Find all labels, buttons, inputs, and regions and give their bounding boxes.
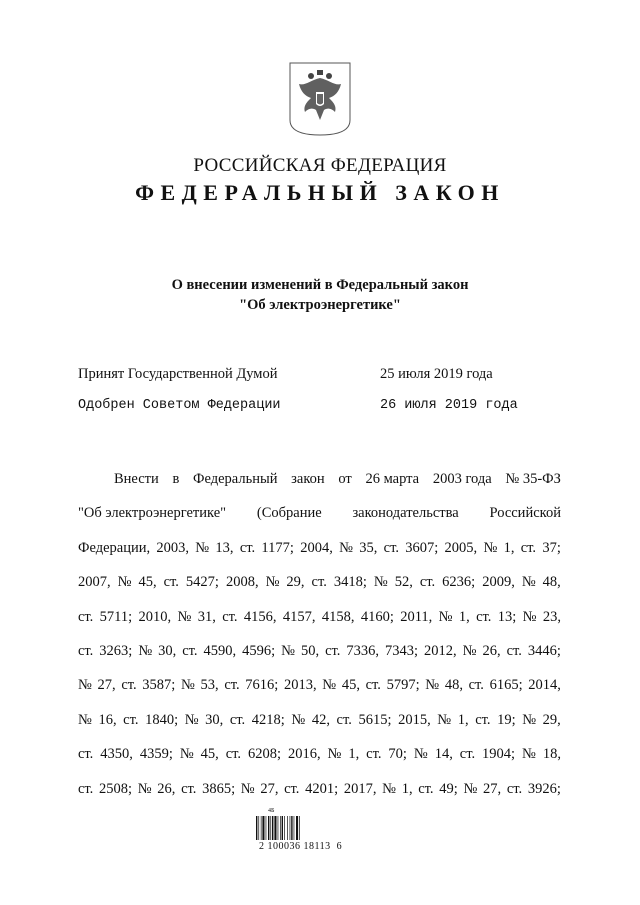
- body-word: Внести: [114, 471, 159, 487]
- body-word: №: [265, 574, 280, 591]
- body-word: 13;: [497, 608, 517, 625]
- barcode-number: 2 100036 18113 6: [259, 841, 343, 852]
- body-word: ст.: [325, 642, 341, 659]
- body-word: 23,: [542, 608, 561, 625]
- body-word: 45,: [341, 677, 360, 694]
- stamp-mark: 4Б: [268, 808, 275, 814]
- body-word: 2009,: [482, 574, 515, 591]
- body-word: №: [184, 711, 199, 728]
- body-word: ст.: [383, 539, 399, 556]
- body-word: 29,: [286, 574, 305, 591]
- body-word: №: [413, 746, 428, 763]
- body-word: 2012,: [424, 642, 457, 659]
- document-type-title: ФЕДЕРАЛЬНЫЙ ЗАКОН: [135, 180, 505, 205]
- body-line: [78, 565, 561, 599]
- barcode-bar: [296, 816, 298, 840]
- body-word: №: [522, 711, 537, 728]
- body-word: 1,: [458, 608, 470, 625]
- body-word: 48,: [444, 677, 463, 694]
- country-title: РОССИЙСКАЯ ФЕДЕРАЦИЯ: [193, 155, 447, 176]
- body-line: [78, 668, 561, 702]
- body-word: ст.: [365, 677, 381, 694]
- body-word: №: [195, 539, 210, 556]
- body-word: 16,: [98, 711, 117, 728]
- body-word: ст.: [229, 711, 246, 728]
- barcode-bar: [299, 816, 300, 840]
- body-word: ст.: [123, 711, 139, 728]
- body-word: "Об электроэнергетике": [78, 505, 227, 522]
- body-word: №: [78, 711, 92, 728]
- body-word: 6208;: [247, 746, 281, 763]
- body-word: ст.: [311, 574, 327, 591]
- body-word: №: [382, 780, 396, 797]
- council-date: 26 июля 2019 года: [380, 398, 518, 413]
- body-word: ст.: [224, 677, 240, 694]
- body-word: ст.: [121, 677, 137, 694]
- body-word: №: [179, 746, 194, 763]
- body-word: 5797;: [386, 677, 420, 694]
- body-line: [78, 600, 561, 634]
- body-word: ст.: [163, 574, 179, 591]
- body-word: 1840;: [145, 711, 179, 728]
- body-word: 2010,: [138, 608, 172, 625]
- body-word: ст.: [475, 711, 491, 728]
- body-word: 1904;: [482, 746, 516, 763]
- body-word: ст.: [418, 780, 434, 797]
- body-word: №: [483, 539, 498, 556]
- body-word: 26 марта: [365, 471, 420, 487]
- council-label: Одобрен Советом Федерации: [78, 398, 281, 413]
- body-word: Федерации,: [78, 539, 151, 556]
- body-word: 50,: [301, 642, 320, 659]
- body-word: 35,: [359, 539, 378, 556]
- barcode-icon: [255, 816, 317, 844]
- body-word: Российской: [489, 505, 561, 522]
- body-word: 13,: [215, 539, 234, 556]
- body-word: ст.: [181, 780, 197, 797]
- body-word: 4158,: [321, 608, 355, 625]
- body-word: 14,: [434, 746, 453, 763]
- body-word: 2008,: [225, 574, 259, 591]
- barcode-bar: [270, 816, 271, 840]
- body-word: 2016,: [287, 746, 321, 763]
- body-word: ст.: [182, 642, 198, 659]
- body-word: №: [463, 780, 478, 797]
- barcode-bar: [280, 816, 281, 840]
- barcode-bar: [282, 816, 283, 840]
- body-word: 4359;: [139, 746, 173, 763]
- body-word: №: [177, 608, 192, 625]
- subject-line-2: "Об электроэнергетике": [239, 297, 401, 313]
- body-line: [78, 772, 561, 806]
- body-word: 27,: [97, 677, 116, 694]
- body-word: 45,: [138, 574, 157, 591]
- barcode-bar: [266, 816, 267, 840]
- law-body-paragraph: [78, 462, 561, 806]
- body-word: №: [117, 574, 132, 591]
- body-word: 7616;: [245, 677, 279, 694]
- body-line: [78, 737, 561, 771]
- body-word: от: [338, 471, 352, 487]
- duma-date: 25 июля 2019 года: [380, 366, 493, 382]
- duma-label: Принят Государственной Думой: [78, 366, 278, 382]
- body-word: в: [172, 471, 180, 487]
- body-word: законодательства: [352, 505, 459, 522]
- body-word: 29,: [542, 711, 561, 728]
- body-word: 2015,: [398, 711, 431, 728]
- body-word: Федеральный: [193, 471, 278, 487]
- body-word: №: [522, 608, 537, 625]
- body-word: 4596;: [242, 642, 276, 659]
- body-word: ст.: [468, 677, 484, 694]
- body-word: 4218;: [251, 711, 285, 728]
- body-line: [78, 531, 561, 565]
- body-word: №: [181, 677, 195, 694]
- body-word: 4350,: [100, 746, 133, 763]
- body-word: 37;: [542, 539, 561, 556]
- body-word: 1,: [503, 539, 515, 556]
- body-word: 6165;: [489, 677, 523, 694]
- body-word: 5427;: [185, 574, 219, 591]
- body-word: 4157,: [282, 608, 316, 625]
- body-word: №: [438, 608, 453, 625]
- body-word: ст.: [239, 539, 256, 556]
- body-word: №: [437, 711, 452, 728]
- body-word: №: [137, 780, 152, 797]
- body-word: 4156,: [243, 608, 277, 625]
- body-word: 2508;: [99, 780, 133, 797]
- body-word: №: [78, 677, 92, 694]
- body-word: №: [373, 574, 388, 591]
- body-word: №: [462, 642, 477, 659]
- body-word: ст.: [506, 642, 522, 659]
- body-word: закон: [291, 471, 325, 487]
- body-word: 3446;: [527, 642, 561, 659]
- body-word: ст.: [506, 780, 523, 797]
- body-word: 1,: [348, 746, 360, 763]
- body-word: 31,: [197, 608, 216, 625]
- body-word: 18,: [542, 746, 561, 763]
- body-word: №: [425, 677, 440, 694]
- body-word: 1,: [401, 780, 413, 797]
- body-word: 2014,: [528, 677, 561, 694]
- body-word: ст.: [476, 608, 492, 625]
- body-word: 2003,: [156, 539, 190, 556]
- body-word: №: [281, 642, 296, 659]
- barcode-bar: [294, 816, 295, 840]
- body-word: 27,: [483, 780, 502, 797]
- body-word: 3587;: [142, 677, 176, 694]
- body-word: 5615;: [358, 711, 392, 728]
- body-word: №: [240, 780, 255, 797]
- body-line: [78, 703, 561, 737]
- barcode-bar: [284, 816, 285, 840]
- body-word: №: [521, 574, 536, 591]
- barcode-bar: [291, 816, 292, 840]
- barcode-bar: [290, 816, 291, 840]
- body-word: 3607;: [405, 539, 439, 556]
- body-word: 2011,: [400, 608, 433, 625]
- body-word: ст.: [78, 780, 94, 797]
- body-word: 52,: [394, 574, 413, 591]
- body-word: №: [322, 677, 337, 694]
- barcode-bar: [274, 816, 276, 840]
- body-word: 7343;: [385, 642, 419, 659]
- barcode-bar: [262, 816, 264, 840]
- barcode-bar: [268, 816, 269, 840]
- barcode-bar: [258, 816, 259, 840]
- body-word: 1177;: [261, 539, 294, 556]
- law-subject: [0, 275, 640, 315]
- body-word: 4160;: [360, 608, 394, 625]
- body-word: 7336,: [346, 642, 380, 659]
- body-word: №: [339, 539, 353, 556]
- body-line: [78, 462, 561, 496]
- barcode-bar: [261, 816, 262, 840]
- body-word: 26,: [482, 642, 501, 659]
- body-line: [78, 496, 561, 530]
- body-word: ст.: [225, 746, 242, 763]
- body-word: 2005,: [444, 539, 478, 556]
- body-word: №: [138, 642, 153, 659]
- body-word: 30,: [158, 642, 177, 659]
- body-word: 5711;: [99, 608, 133, 625]
- body-word: 2017,: [343, 780, 377, 797]
- body-word: ст.: [78, 608, 94, 625]
- body-word: 4201;: [305, 780, 339, 797]
- barcode-bar: [272, 816, 273, 840]
- body-word: №: [327, 746, 342, 763]
- body-word: ст.: [336, 711, 352, 728]
- body-word: 3263;: [99, 642, 133, 659]
- body-word: ст.: [520, 539, 537, 556]
- body-word: 6236;: [442, 574, 476, 591]
- body-line: [78, 634, 561, 668]
- body-word: ст.: [222, 608, 238, 625]
- body-word: 1,: [457, 711, 469, 728]
- body-word: ст.: [284, 780, 300, 797]
- body-word: 2004,: [300, 539, 333, 556]
- body-word: №: [291, 711, 306, 728]
- body-word: ст.: [78, 746, 94, 763]
- body-word: 19;: [497, 711, 516, 728]
- body-word: 27,: [260, 780, 279, 797]
- barcode-bar: [287, 816, 288, 840]
- subject-line-1: О внесении изменений в Федеральный закон: [171, 277, 469, 293]
- body-word: 4590,: [203, 642, 237, 659]
- body-word: ст.: [419, 574, 436, 591]
- body-word: 2007,: [78, 574, 111, 591]
- body-word: №: [522, 746, 536, 763]
- body-word: 42,: [311, 711, 330, 728]
- coat-of-arms-icon: [289, 62, 351, 136]
- body-word: 3418;: [333, 574, 367, 591]
- body-word: ст.: [459, 746, 476, 763]
- body-word: 2003 года: [432, 471, 492, 487]
- barcode-bar: [256, 816, 257, 840]
- barcode-bar: [278, 816, 279, 840]
- body-word: ст.: [366, 746, 382, 763]
- body-word: 3865;: [202, 780, 236, 797]
- body-word: 45,: [200, 746, 219, 763]
- body-word: ст.: [78, 642, 94, 659]
- body-word: № 35-ФЗ: [505, 471, 561, 487]
- body-word: 70;: [388, 746, 407, 763]
- body-word: 53,: [200, 677, 219, 694]
- body-word: 2013,: [284, 677, 317, 694]
- body-word: 49;: [439, 780, 458, 797]
- body-word: (Собрание: [256, 505, 322, 522]
- body-word: 48,: [542, 574, 561, 591]
- body-word: 30,: [205, 711, 224, 728]
- body-word: 3926;: [527, 780, 561, 797]
- body-word: 26,: [157, 780, 176, 797]
